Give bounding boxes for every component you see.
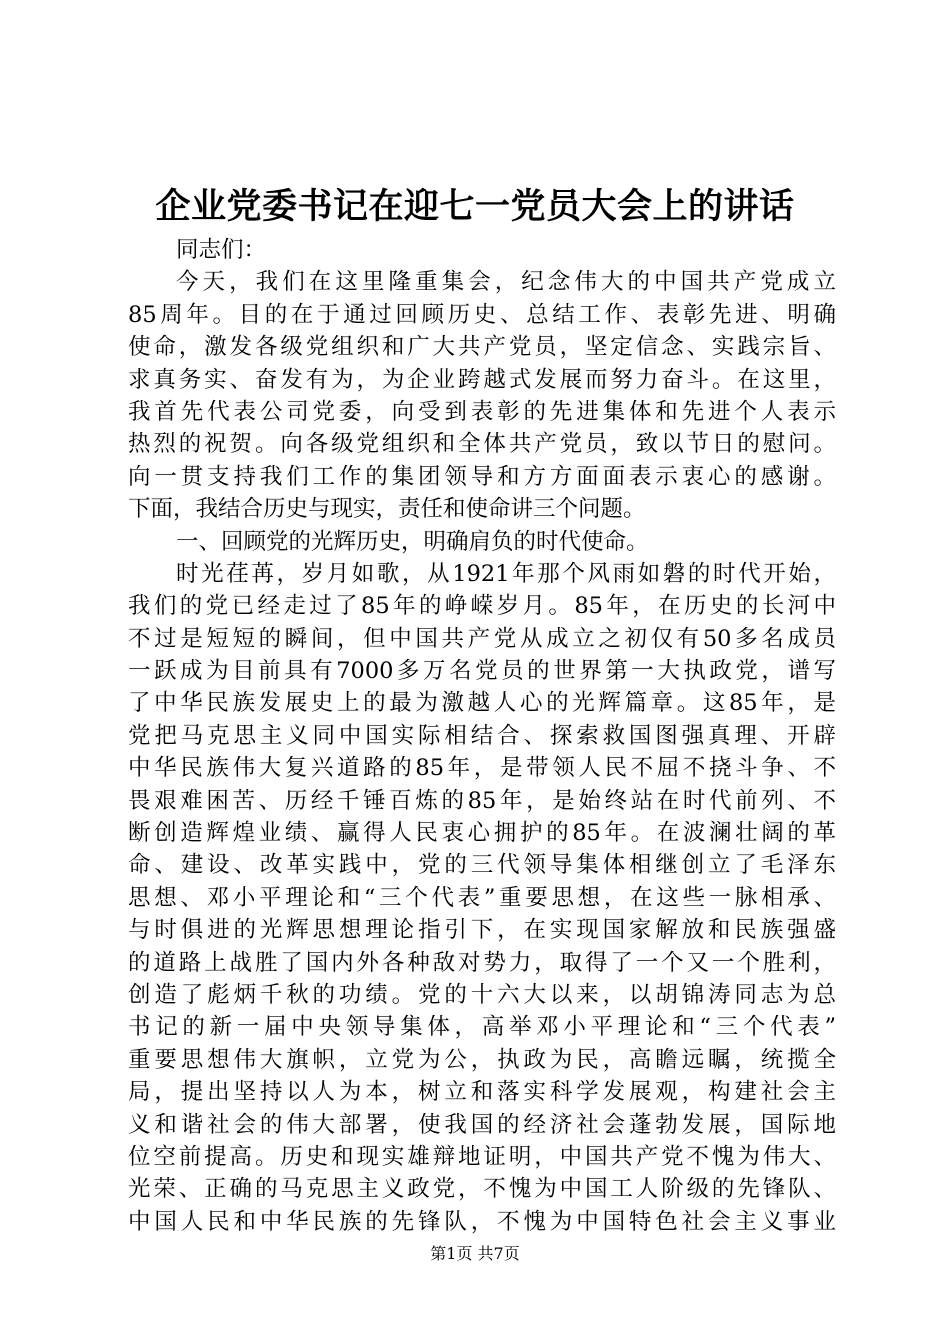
body-line: 今天，我们在这里隆重集会，纪念伟大的中国共产党成立 bbox=[176, 269, 836, 296]
body-line: 命、建设、改革实践中，党的三代领导集体相继创立了毛泽东 bbox=[128, 852, 836, 879]
body-line: 下面，我结合历史与现实，责任和使命讲三个问题。 bbox=[128, 496, 646, 523]
body-line: 的道路上战胜了国内外各种敌对势力，取得了一个又一个胜利， bbox=[128, 949, 836, 976]
body-line: 我们的党已经走过了85年的峥嵘岁月。85年，在历史的长河中 bbox=[128, 593, 836, 620]
body-line: 局，提出坚持以人为本，树立和落实科学发展观，构建社会主 bbox=[128, 1079, 836, 1106]
body-line: 中华民族伟大复兴道路的85年，是带领人民不屈不挠斗争、不 bbox=[128, 755, 836, 782]
body-line: 我首先代表公司党委，向受到表彰的先进集体和先进个人表示 bbox=[128, 398, 836, 425]
body-line: 重要思想伟大旗帜，立党为公，执政为民，高瞻远瞩，统揽全 bbox=[128, 1046, 836, 1073]
body-line: 义和谐社会的伟大部署，使我国的经济社会蓬勃发展，国际地 bbox=[128, 1111, 836, 1138]
document-title: 企业党委书记在迎七一党员大会上的讲话 bbox=[155, 186, 795, 227]
body-line: 创造了彪炳千秋的功绩。党的十六大以来，以胡锦涛同志为总 bbox=[128, 981, 836, 1008]
body-line: 同志们： bbox=[176, 237, 267, 263]
body-line: 中国人民和中华民族的先锋队，不愧为中国特色社会主义事业 bbox=[128, 1208, 836, 1235]
body-line: 求真务实、奋发有为，为企业跨越式发展而努力奋斗。在这里， bbox=[128, 366, 836, 393]
document-body bbox=[128, 234, 836, 1238]
page-footer: 第1页 共7页 bbox=[430, 1244, 520, 1263]
body-line: 不过是短短的瞬间，但中国共产党从成立之初仅有50多名成员 bbox=[128, 625, 836, 652]
body-line: 一、回顾党的光辉历史，明确肩负的时代使命。 bbox=[176, 528, 649, 555]
body-line: 位空前提高。历史和现实雄辩地证明，中国共产党不愧为伟大、 bbox=[128, 1143, 836, 1170]
body-line: 使命，激发各级党组织和广大共产党员，坚定信念、实践宗旨、 bbox=[128, 334, 836, 361]
body-line: 与时俱进的光辉思想理论指引下，在实现国家解放和民族强盛 bbox=[128, 917, 836, 944]
body-line: 书记的新一届中央领导集体，高举邓小平理论和“三个代表” bbox=[128, 1014, 836, 1041]
body-line: 思想、邓小平理论和“三个代表”重要思想，在这些一脉相承、 bbox=[128, 884, 836, 911]
body-line: 向一贯支持我们工作的集团领导和方方面面表示衷心的感谢。 bbox=[128, 463, 836, 490]
body-line: 了中华民族发展史上的最为激越人心的光辉篇章。这85年，是 bbox=[128, 690, 836, 717]
body-line: 时光荏苒，岁月如歌，从1921年那个风雨如磐的时代开始， bbox=[176, 560, 836, 587]
body-line: 一跃成为目前具有7000多万名党员的世界第一大执政党，谱写 bbox=[128, 658, 836, 685]
body-line: 党把马克思主义同中国实际相结合、探索救国图强真理、开辟 bbox=[128, 722, 836, 749]
body-line: 畏艰难困苦、历经千锤百炼的85年，是始终站在时代前列、不 bbox=[128, 787, 836, 814]
body-line: 85周年。目的在于通过回顾历史、总结工作、表彰先进、明确 bbox=[128, 301, 836, 328]
body-line: 断创造辉煌业绩、赢得人民衷心拥护的85年。在波澜壮阔的革 bbox=[128, 820, 836, 847]
body-line: 热烈的祝贺。向各级党组织和全体共产党员，致以节日的慰问。 bbox=[128, 431, 836, 458]
body-line: 光荣、正确的马克思主义政党，不愧为中国工人阶级的先锋队、 bbox=[128, 1176, 836, 1203]
